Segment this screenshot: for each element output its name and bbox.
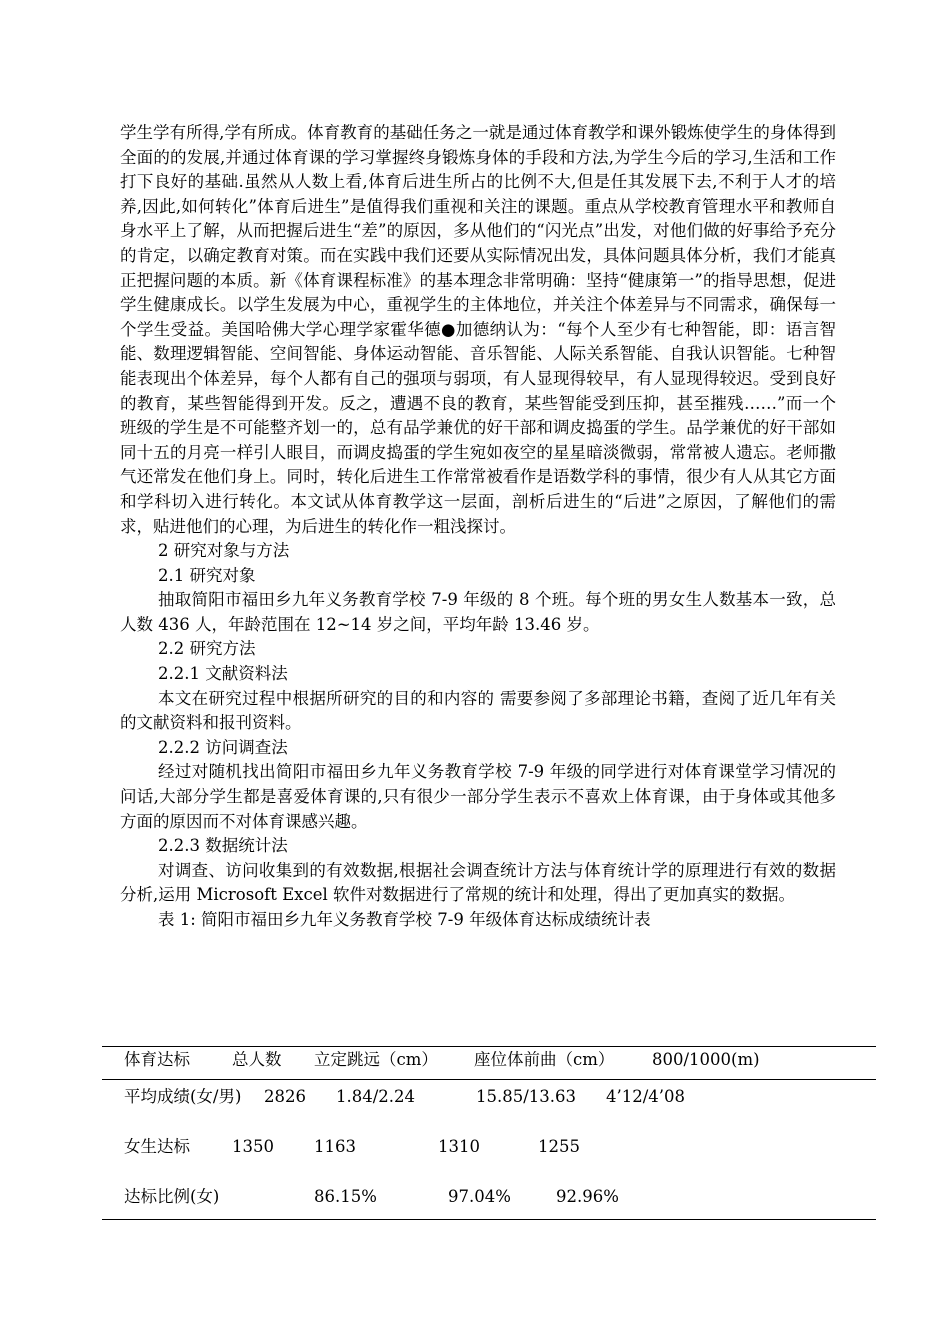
table-header-rule (102, 1079, 876, 1080)
table-cell: 4’12/4’08 (606, 1087, 686, 1106)
table-cell: 平均成绩(女/男) (124, 1087, 242, 1106)
table-cell: 97.04% (448, 1187, 511, 1206)
table-cell: 1163 (314, 1137, 356, 1156)
table-cell: 1255 (538, 1137, 580, 1156)
section-heading-2-2: 2.2 研究方法 (158, 639, 256, 659)
table-caption: 表 1: 简阳市福田乡九年义务教育学校 7-9 年级体育达标成绩统计表 (158, 910, 651, 929)
section-heading-2: 2 研究对象与方法 (158, 541, 290, 561)
paragraph-2-2-2: 经过对随机找出简阳市福田乡九年义务教育学校 7-9 年级的同学进行对体育课堂学习情况的问话,大部分学生都是喜爱体育课的,只有很少一部分学生表示不喜欢上体育课，由于身体或其他多方面的原因而不对体育课感兴趣。 (120, 762, 836, 831)
paragraph-2-1: 抽取简阳市福田乡九年义务教育学校 7-9 年级的 8 个班。每个班的男女生人数基本一致，总人数 436 人，年龄范围在 12~14 岁之间，平均年龄 13.46 岁。 (120, 590, 836, 634)
table-cell: 2826 (264, 1087, 306, 1106)
table-cell: 1350 (232, 1137, 274, 1156)
table-cell: 15.85/13.63 (476, 1087, 577, 1106)
table-cell: 86.15% (314, 1187, 377, 1206)
table-header-cell: 座位体前曲（cm） (474, 1050, 615, 1069)
table-header-cell: 体育达标 (124, 1050, 190, 1069)
table-cell: 达标比例(女) (124, 1187, 220, 1206)
section-heading-2-2-2: 2.2.2 访问调查法 (158, 737, 288, 757)
table-bottom-rule (102, 1219, 876, 1220)
section-heading-2-1: 2.1 研究对象 (158, 565, 256, 585)
intro-paragraph: 学生学有所得,学有所成。体育教育的基础任务之一就是通过体育教学和课外锻炼使学生的身体得到全面的的发展,并通过体育课的学习掌握终身锻炼身体的手段和方法,为学生今后的学习,生活和工作打下良好的基础.虽然从人数上看,体育后进生所占的比例不大,但是任其发展下去,不利于人才的培养,因此,如何转化”体育后进生”是值得我们重视和关注的课题。重点从学校教育管理水平和教师自身水平上了解，从而把握后进生“差”的原因，多从他们的“闪光点”出发，对他们做的好事给予充分的肯定，以确定教育对策。而在实践中我们还要从实际情况出发，具体问题具体分析，我们才能真正把握问题的本质。新《体育课程标准》的基本理念非常明确：坚持“健康第一”的指导思想，促进学生健康成长。以学生发展为中心，重视学生的主体地位，并关注个体差异与不同需求，确保每一个学生受益。美国哈佛大学心理学家霍华德●加德纳认为：“每个人至少有七种智能，即：语言智能、数理逻辑智能、空间智能、身体运动智能、音乐智能、人际关系智能、自我认识智能。七种智能表现出个体差异，每个人都有自己的强项与弱项，有人显现得较早，有人显现得较迟。受到良好的教育，某些智能得到开发。反之，遭遇不良的教育，某些智能受到压抑，甚至摧残……”而一个班级的学生是不可能整齐划一的，总有品学兼优的好干部和调皮捣蛋的学生。品学兼优的好干部如同十五的月亮一样引人眼目，而调皮捣蛋的学生宛如夜空的星星暗淡微弱，常常被人遗忘。老师撒气还常发在他们身上。同时，转化后进生工作常常被看作是语数学科的事情，很少有人从其它方面和学科切入进行转化。本文试从体育教学这一层面，剖析后进生的“后进”之原因，了解他们的需求，贴进他们的心理，为后进生的转化作一粗浅探讨。 (120, 123, 836, 536)
table-cell: 1.84/2.24 (336, 1087, 416, 1106)
table-cell: 女生达标 (124, 1137, 190, 1156)
table-cell: 1310 (438, 1137, 480, 1156)
table-cell: 92.96% (556, 1187, 619, 1206)
paragraph-2-2-1: 本文在研究过程中根据所研究的目的和内容的 需要参阅了多部理论书籍，查阅了近几年有关的文献资料和报刊资料。 (120, 688, 836, 733)
table-header-cell: 总人数 (232, 1050, 282, 1069)
table-header-cell: 800/1000(m) (652, 1050, 760, 1069)
section-heading-2-2-3: 2.2.3 数据统计法 (158, 836, 288, 856)
section-heading-2-2-1: 2.2.1 文献资料法 (158, 664, 288, 684)
document-body (120, 121, 836, 932)
paragraph-2-2-3: 对调查、访问收集到的有效数据,根据社会调查统计方法与体育统计学的原理进行有效的数据分析,运用 Microsoft Excel 软件对数据进行了常规的统计和处理，得出了更加真实的数据。 (120, 860, 836, 905)
table-header-cell: 立定跳远（cm） (314, 1050, 438, 1069)
table-top-rule (102, 1046, 876, 1047)
